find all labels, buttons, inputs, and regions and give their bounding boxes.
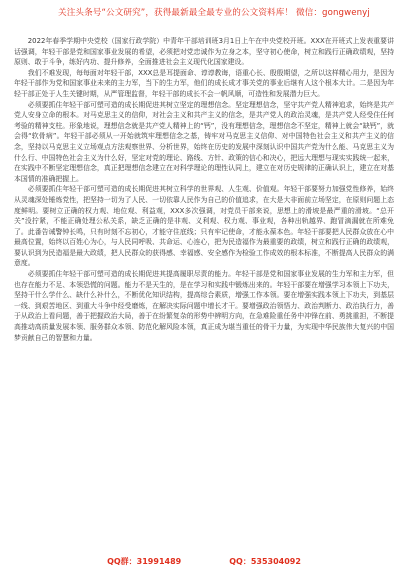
top-banner (58, 3, 408, 21)
paragraph-3: 必须要抓住年轻干部可塑可造的成长期促进其树立坚定的理想信念。坚定理想信念，坚守共产党人精神追求，始终是共产党人安身立命的根本。对马克思主义的信仰，对社会主义和共产主义的信念，是共产党人的政治灵魂，是共产党人经受住任何考验的精神支柱。形象地说，理想信念就是共产党人精神上的“钙”，没有理想信念，理想信念不坚定，精神上就会“缺钙”，就会得“软骨病”。年轻干部必须从一开始就筑牢理想信念之基，铸牢对马克思主义信仰、对中国特色社会主义和共产主义的信念，坚持以马克思主义立场观点方法观察世界、分析世界，始终在历史的发展中深刻认识中国共产党为什么能、马克思主义为什么行、中国特色社会主义为什么好，坚定对党的理论、路线、方针、政策的信心和决心，把远大理想与现实实践统一起来，在实践中不断坚定理想信念，真正把理想信念建立在对科学理论的理性认同上，建立在对历史规律的正确认识上，建立在对基本国情的准确把握上。 (14, 100, 394, 183)
banner-text: 关注头条号“公文研究”，获得最新最全最专业的公文资料库！ 微信：gongwenyj (58, 8, 370, 18)
paragraph-4: 必须要抓住年轻干部可塑可造的成长期促进其树立科学的世界观、人生观、价值观。年轻干部要努力加强党性修养，始终从灵魂深处锤炼党性，把坚持一切为了人民、一切依靠人民作为自己的价值追求，在大是大非面前立场坚定，在原则问题上态度鲜明。要树立正确的权力观、地位观、利益观，XXX多次强调，对党员干部来说，思想上的滑坡是最严重的滑坡。“总开关”没拧紧，不能正确处理公私关系，缺乏正确的是非观、义利观、权力观、事业观，各种出轨越界、跑冒滴漏就在所难免了。此番告诫警钟长鸣，只有时刻不忘初心，才能守住底线；只有牢记使命，才能永葆本色。年轻干部要把人民群众放在心中最高位置，始终以百姓心为心，与人民同呼吸、共命运、心连心，把为民造福作为最重要的政绩，树立和践行正确的政绩观，要认识到为民造福是最大政绩，把人民群众的获得感、幸福感、安全感作为检验工作成效的根本标准，不断提高人民群众的满意度。 (14, 185, 394, 268)
qq-group-text: QQ群：31991489 (107, 556, 182, 566)
document-body (14, 36, 394, 343)
paragraph-5: 必须要抓住年轻干部可塑可造的成长期促进其提高履职尽责的能力。年轻干部是党和国家事业发展的生力军和主力军，但也存在能力不足、本领恐慌的问题。能力不是天生的，是在学习和实践中锻炼出来的。年轻干部要在增强学习本领上下功夫，坚持干什么学什么、缺什么补什么，不断优化知识结构，提高综合素质，增强工作本领。要在增强实践本领上下功夫，到基层一线、到艰苦地区、到重大斗争中经受磨炼，在解决实际问题中增长才干。要增强政治领悟力、政治判断力、政治执行力，善于从政治上看问题，善于把握政治大局，善于在纷繁复杂的形势中辨明方向，在急难险重任务中冲锋在前、勇挑重担，不断提高推动高质量发展本领、服务群众本领、防范化解风险本领，真正成为堪当重任的骨干力量，为实现中华民族伟大复兴的中国梦贡献自己的智慧和力量。 (14, 270, 394, 342)
qq-text: QQ：535304092 (229, 556, 301, 566)
paragraph-1: 2022年春季学期中央党校（国家行政学院）中青年干部培训班3月1日上午在中央党校开班。XXX在开班式上发表重要讲话强调，年轻干部是党和国家事业发展的希望，必须把对党忠诚作为立身之本，坚守初心使命，树立和践行正确政绩观，坚持原则、敢于斗争，练好内功、提升修养，全面推进社会主义现代化国家建设。 (14, 37, 394, 67)
footer-contacts (0, 553, 408, 569)
paragraph-2: 我们不难发现，每每面对年轻干部，XXX总是耳提面命、谆谆教诲，语重心长、殷殷期望，之所以这样精心用力，是因为年轻干部作为党和国家事业未来的主力军，当下的生力军，他们的成长成才事关党的事业后继有人这个根本大计。二是因为年轻干部正处于人生关键时期，从严管理监督，年轻干部的成长不会一帆风顺，可造性和发展潜力巨大。 (14, 68, 394, 98)
